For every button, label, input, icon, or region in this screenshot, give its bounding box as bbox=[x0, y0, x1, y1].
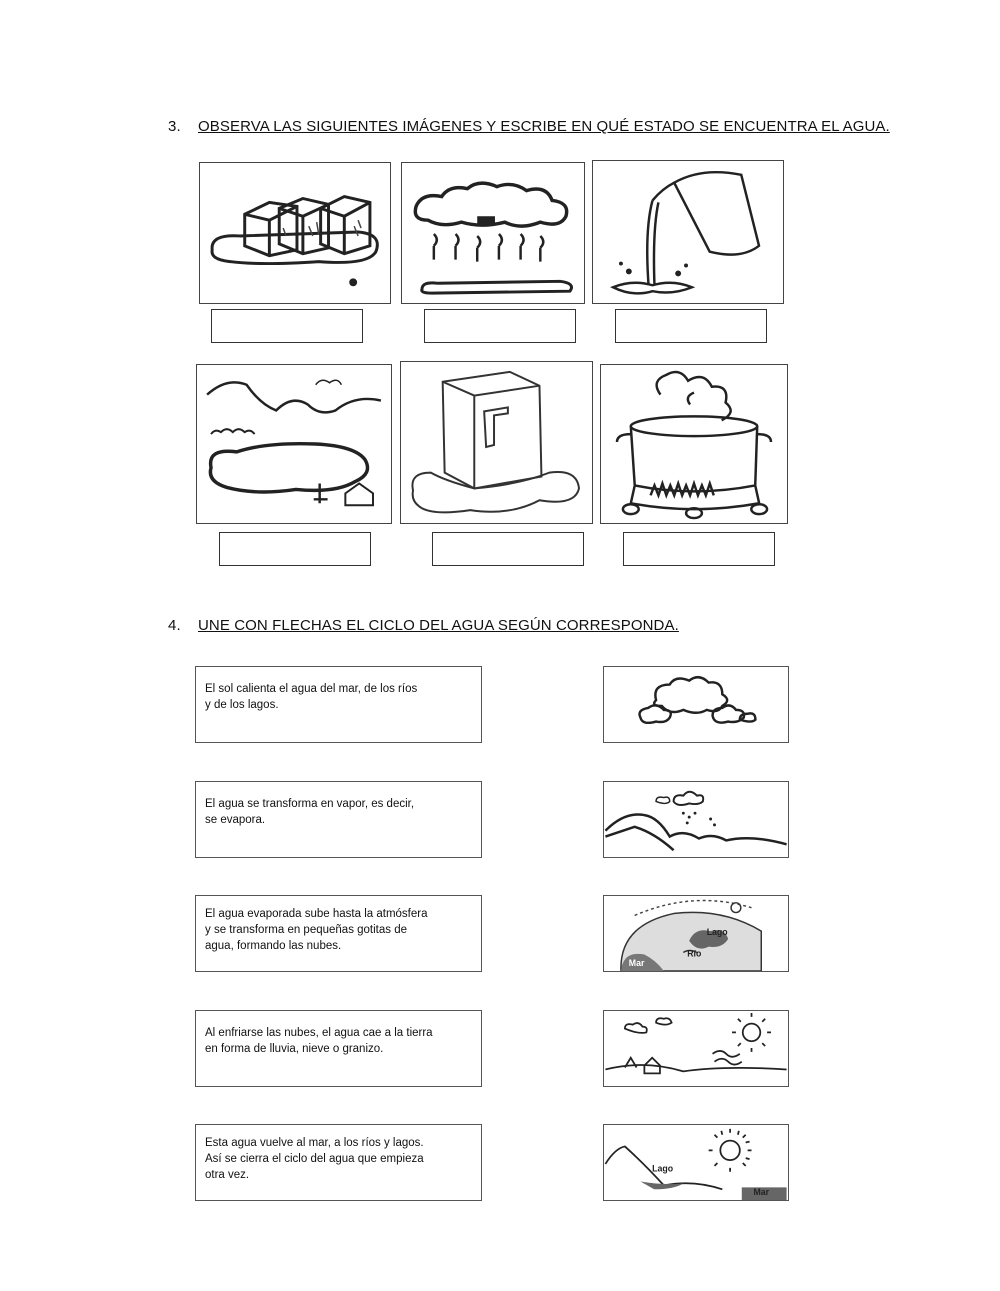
cycle-text-card-1[interactable] bbox=[195, 666, 482, 743]
card-4-line-1: Al enfriarse las nubes, el agua cae a la tierra bbox=[205, 1027, 433, 1039]
card-3-line-1: El agua evaporada sube hasta la atmósfera bbox=[205, 908, 428, 920]
melting-ice-picture bbox=[400, 361, 593, 524]
boiling-pot-icon bbox=[601, 365, 787, 523]
card-1-line-2: y de los lagos. bbox=[205, 699, 279, 711]
section-3-heading bbox=[168, 118, 890, 135]
cycle-image-card-4[interactable] bbox=[603, 1010, 789, 1087]
cycle-image-card-2[interactable] bbox=[603, 781, 789, 858]
pouring-jug-icon bbox=[593, 161, 783, 303]
sun-lake-sea-icon bbox=[604, 1125, 788, 1200]
cycle-text-card-5[interactable] bbox=[195, 1124, 482, 1201]
answer-box-3[interactable] bbox=[615, 309, 767, 343]
earth-sea-label: Mar bbox=[628, 958, 645, 969]
earth-river-label: Río bbox=[687, 948, 702, 959]
card-5-line-3: otra vez. bbox=[205, 1169, 250, 1181]
section-4-number: 4. bbox=[168, 617, 181, 634]
answer-box-5[interactable] bbox=[432, 532, 584, 566]
cycle-image-card-5[interactable] bbox=[603, 1124, 789, 1201]
card-2-line-1: El agua se transforma en vapor, es decir, bbox=[205, 798, 415, 810]
ice-cubes-picture bbox=[199, 162, 391, 304]
pouring-jug-picture bbox=[592, 160, 784, 304]
answer-box-6[interactable] bbox=[623, 532, 775, 566]
answer-box-1[interactable] bbox=[211, 309, 363, 343]
answer-box-4[interactable] bbox=[219, 532, 371, 566]
section-3-number: 3. bbox=[168, 118, 181, 135]
cycle-text-card-2[interactable] bbox=[195, 781, 482, 858]
section-3-instruction: OBSERVA LAS SIGUIENTES IMÁGENES Y ESCRIBE EN QUÉ ESTADO SE ENCUENTRA EL AGUA. bbox=[198, 118, 890, 135]
sun-landscape-icon bbox=[604, 1011, 788, 1086]
clouds-icon bbox=[604, 667, 788, 742]
ice-cubes-icon bbox=[200, 163, 390, 303]
card-3-line-3: agua, formando las nubes. bbox=[205, 940, 342, 952]
lake-landscape-icon bbox=[197, 365, 391, 523]
melting-ice-icon bbox=[401, 362, 592, 523]
card-3-line-2: y se transforma en pequeñas gotitas de bbox=[205, 924, 408, 936]
card-4-line-2: en forma de lluvia, nieve o granizo. bbox=[205, 1043, 384, 1055]
boiling-pot-picture bbox=[600, 364, 788, 524]
lake-landscape-picture bbox=[196, 364, 392, 524]
cycle-text-card-3[interactable] bbox=[195, 895, 482, 972]
cycle-image-card-1[interactable] bbox=[603, 666, 789, 743]
lake-label: Lago bbox=[652, 1163, 674, 1174]
cloud-rain-picture bbox=[401, 162, 585, 304]
card-5-line-2: Así se cierra el ciclo del agua que empieza bbox=[205, 1153, 424, 1165]
card-5-line-1: Esta agua vuelve al mar, a los ríos y lagos. bbox=[205, 1137, 424, 1149]
card-2-line-2: se evapora. bbox=[205, 814, 266, 826]
mountain-rain-icon bbox=[604, 782, 788, 857]
sea-label: Mar bbox=[753, 1187, 770, 1198]
section-4-heading bbox=[168, 617, 679, 634]
card-1-line-1: El sol calienta el agua del mar, de los ríos bbox=[205, 683, 418, 695]
earth-cycle-icon bbox=[604, 896, 788, 971]
earth-lake-label: Lago bbox=[706, 926, 728, 937]
cycle-text-card-4[interactable] bbox=[195, 1010, 482, 1087]
cycle-image-card-3[interactable] bbox=[603, 895, 789, 972]
answer-box-2[interactable] bbox=[424, 309, 576, 343]
cloud-rain-icon bbox=[402, 163, 584, 303]
section-4-instruction: UNE CON FLECHAS EL CICLO DEL AGUA SEGÚN CORRESPONDA. bbox=[198, 617, 679, 634]
